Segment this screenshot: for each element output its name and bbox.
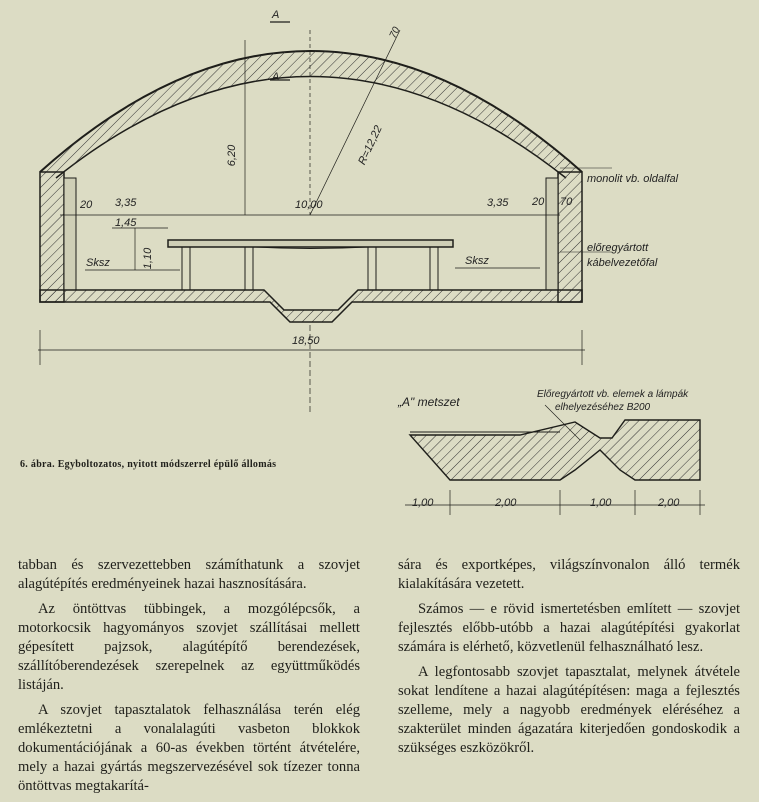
text-column-right (398, 556, 740, 764)
dim-right-20: 20 (532, 196, 545, 208)
paragraph: A szovjet tapasztalatok felhasználása terén elég emlékeztetni a vonalalagúti vasbeton blokkok dokumentációjának a 60-as években történt átvételére, mely a hazai gyártás megszervezésével sok tízezer tonna öntöttvas megtakarítá- (18, 702, 360, 794)
figure-caption: 6. ábra. Egyboltozatos, nyitott módszerrel épülő állomás (20, 459, 277, 470)
base-slab (40, 290, 582, 322)
label-wall: monolit vb. oldalfal (587, 173, 679, 185)
dim-145: 1,45 (115, 217, 137, 229)
section-dim-2: 2,00 (495, 497, 517, 509)
label-sksz-left: Sksz (86, 257, 110, 269)
section-a-slab (410, 420, 700, 480)
dim-height: 6,20 (226, 144, 239, 167)
section-marker-bottom: A (272, 71, 280, 83)
dim-right-70: 70 (560, 196, 573, 208)
left-wall (40, 172, 64, 302)
section-title: „A" metszet (398, 395, 460, 409)
section-marker-top: A (272, 9, 280, 21)
section-dim-4: 2,00 (658, 497, 680, 509)
section-note-1: Előregyártott vb. elemek a lámpák (537, 389, 689, 400)
paragraph: A legfontosabb szovjet tapasztalat, melynek átvétele sokat lendítene a hazai alagútépítésen: maga a fejlesztés szelleme, mely a nagyobb eredmények eléréséhez a szakterület minden ágazatára kiterjedően gondoskodik a szükséges eszközökről. (398, 664, 740, 756)
section-dim-1: 1,00 (412, 497, 434, 509)
dim-center-width: 10,00 (295, 199, 323, 211)
dim-left-20: 20 (80, 199, 93, 211)
label-sksz-right: Sksz (465, 255, 489, 267)
dim-total-width: 18,50 (292, 335, 320, 347)
vault-inner (56, 77, 566, 179)
section-note-2: elhelyezéséhez B200 (555, 402, 651, 413)
dim-thickness: 70 (387, 25, 403, 41)
label-cable-2: kábelvezetőfal (587, 257, 658, 269)
dim-110: 1,10 (142, 247, 155, 270)
paragraph: tabban és szervezettebben számíthatunk a szovjet alagútépítés eredményeinek hazai hasznosítására. (18, 557, 360, 592)
dim-radius: R=12,22 (356, 123, 385, 167)
text-column-left (18, 556, 360, 802)
dim-left-335: 3,35 (115, 197, 137, 209)
label-cable-1: előregyártott (587, 242, 649, 254)
dim-right-335: 3,35 (487, 197, 509, 209)
right-wall (558, 172, 582, 302)
paragraph: Számos — e rövid ismertetésben említett — szovjet fejlesztés előbb-utóbb a hazai alagútépítési gyakorlat számára is elérhető, közvetlenül felhasználható lesz. (398, 601, 740, 655)
section-dim-3: 1,00 (590, 497, 612, 509)
paragraph: sára és exportképes, világszínvonalon álló termék kialakítására vezetett. (398, 557, 740, 592)
paragraph: Az öntöttvas tübbingek, a mozgólépcsők, a motorkocsik hagyományos szovjet szállításai mellett gépesített pajzsok, alagútépítő berendezések, szállítóberendezések szerepelnek az együttműködés listáján. (18, 601, 360, 693)
platform-deck (168, 240, 453, 247)
